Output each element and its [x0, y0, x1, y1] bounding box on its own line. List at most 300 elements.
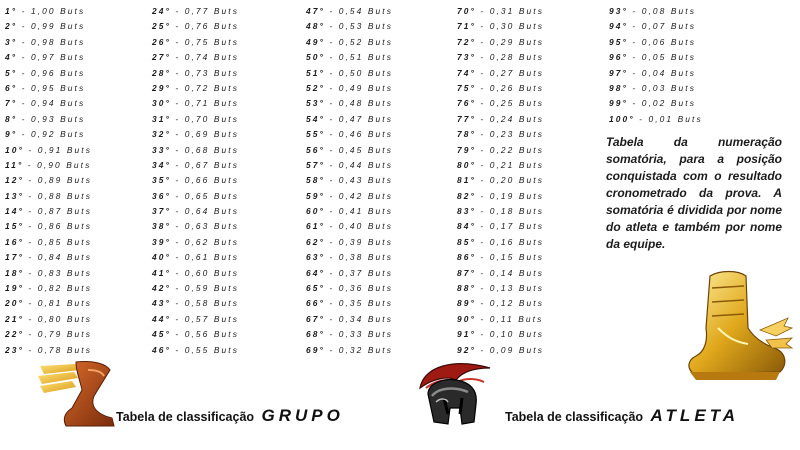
score-row	[457, 266, 544, 281]
score-position: 47°	[306, 6, 325, 16]
table-description: Tabela da numeração somatória, para a posição conquistada com o resultado cronometrado da prova. A somatória é dividida por nome do atleta e também por nome da equipe.	[606, 135, 782, 251]
score-position: 18°	[5, 267, 24, 278]
score-position: 57°	[306, 159, 325, 170]
score-column-3	[306, 4, 393, 358]
score-row	[152, 143, 239, 158]
score-value: - 0,10 Buts	[480, 329, 545, 340]
score-position: 69°	[306, 344, 325, 355]
score-value: - 0,55 Buts	[175, 344, 240, 355]
score-row	[306, 343, 393, 358]
score-row	[5, 327, 92, 342]
score-position: 2°	[5, 21, 18, 32]
score-row	[5, 204, 92, 219]
score-value: - 0,87 Buts	[28, 206, 93, 217]
score-value: - 0,65 Buts	[175, 190, 240, 201]
score-position: 35°	[152, 175, 171, 186]
score-position: 34°	[152, 159, 171, 170]
score-row	[457, 219, 544, 234]
score-row	[457, 127, 544, 142]
score-value: - 0,18 Buts	[480, 206, 545, 217]
score-position: 73°	[457, 52, 476, 63]
score-position: 58°	[306, 175, 325, 186]
score-row	[306, 143, 393, 158]
score-value: - 0,81 Buts	[28, 298, 93, 309]
score-row	[457, 50, 544, 65]
score-column-2	[152, 4, 239, 358]
score-value: - 0,66 Buts	[175, 175, 240, 186]
score-position: 24°	[152, 6, 171, 16]
score-value: - 0,88 Buts	[28, 190, 93, 201]
score-row	[457, 96, 544, 111]
score-position: 9°	[5, 129, 18, 140]
score-row	[306, 204, 393, 219]
score-position: 52°	[306, 82, 325, 93]
score-column-4	[457, 4, 544, 358]
score-column-1	[5, 4, 92, 358]
score-row	[306, 19, 393, 34]
score-value: - 0,31 Buts	[480, 6, 545, 16]
grupo-caption	[116, 406, 344, 426]
score-row	[609, 50, 703, 65]
score-column-5	[609, 4, 703, 127]
score-value: - 0,67 Buts	[175, 159, 240, 170]
score-value: - 0,71 Buts	[175, 98, 240, 109]
score-row	[5, 35, 92, 50]
score-value: - 0,20 Buts	[480, 175, 545, 186]
score-row	[152, 66, 239, 81]
score-position: 14°	[5, 206, 24, 217]
score-row	[457, 112, 544, 127]
score-row	[5, 4, 92, 19]
score-row	[5, 281, 92, 296]
score-value: - 0,97 Buts	[21, 52, 86, 63]
score-position: 76°	[457, 98, 476, 109]
score-value: - 0,28 Buts	[480, 52, 545, 63]
score-row	[5, 173, 92, 188]
score-row	[306, 312, 393, 327]
score-position: 63°	[306, 252, 325, 263]
score-position: 86°	[457, 252, 476, 263]
score-position: 70°	[457, 6, 476, 16]
score-row	[152, 250, 239, 265]
score-position: 60°	[306, 206, 325, 217]
score-row	[457, 296, 544, 311]
score-position: 78°	[457, 129, 476, 140]
score-value: - 0,09 Buts	[480, 344, 545, 355]
score-value: - 0,40 Buts	[329, 221, 394, 232]
score-value: - 0,11 Buts	[480, 313, 544, 324]
score-position: 25°	[152, 21, 171, 32]
score-row	[152, 219, 239, 234]
score-position: 15°	[5, 221, 24, 232]
score-position: 53°	[306, 98, 325, 109]
score-position: 39°	[152, 236, 171, 247]
score-position: 40°	[152, 252, 171, 263]
score-row	[152, 189, 239, 204]
score-row	[457, 4, 544, 19]
score-row	[457, 327, 544, 342]
score-position: 51°	[306, 67, 325, 78]
score-value: - 0,54 Buts	[329, 6, 394, 16]
score-position: 64°	[306, 267, 325, 278]
score-value: - 0,16 Buts	[480, 236, 545, 247]
score-value: - 0,75 Buts	[175, 36, 240, 47]
score-row	[457, 143, 544, 158]
score-position: 87°	[457, 267, 476, 278]
score-position: 13°	[5, 190, 24, 201]
score-value: - 0,72 Buts	[175, 82, 240, 93]
score-row	[457, 204, 544, 219]
score-value: - 0,32 Buts	[329, 344, 394, 355]
score-position: 1°	[5, 6, 18, 16]
score-position: 96°	[609, 52, 628, 63]
score-position: 54°	[306, 113, 325, 124]
winged-boot-icon	[36, 356, 116, 428]
score-value: - 0,96 Buts	[21, 67, 86, 78]
score-row	[306, 189, 393, 204]
score-row	[152, 312, 239, 327]
score-position: 16°	[5, 236, 24, 247]
score-value: - 0,56 Buts	[175, 329, 240, 340]
score-position: 31°	[152, 113, 171, 124]
score-position: 38°	[152, 221, 171, 232]
golden-boot-icon	[676, 268, 794, 392]
score-position: 68°	[306, 329, 325, 340]
score-row	[5, 96, 92, 111]
score-row	[5, 66, 92, 81]
score-position: 3°	[5, 36, 18, 47]
score-value: - 0,61 Buts	[175, 252, 240, 263]
score-position: 41°	[152, 267, 171, 278]
score-row	[306, 235, 393, 250]
score-value: - 0,83 Buts	[28, 267, 93, 278]
score-value: - 0,93 Buts	[21, 113, 86, 124]
score-row	[5, 250, 92, 265]
score-position: 85°	[457, 236, 476, 247]
score-value: - 0,44 Buts	[329, 159, 394, 170]
score-position: 33°	[152, 144, 171, 155]
score-row	[152, 327, 239, 342]
score-value: - 0,08 Buts	[632, 6, 697, 16]
score-value: - 0,48 Buts	[329, 98, 394, 109]
score-row	[306, 66, 393, 81]
score-value: - 0,91 Buts	[28, 144, 93, 155]
score-row	[152, 296, 239, 311]
score-row	[306, 127, 393, 142]
score-row	[152, 19, 239, 34]
score-value: - 0,74 Buts	[175, 52, 240, 63]
score-row	[457, 189, 544, 204]
score-value: - 0,05 Buts	[632, 52, 697, 63]
score-row	[306, 35, 393, 50]
score-row	[5, 50, 92, 65]
score-row	[306, 96, 393, 111]
score-position: 20°	[5, 298, 24, 309]
score-value: - 0,19 Buts	[480, 190, 545, 201]
score-position: 4°	[5, 52, 18, 63]
score-value: - 0,39 Buts	[329, 236, 394, 247]
score-row	[609, 4, 703, 19]
score-value: - 0,17 Buts	[480, 221, 545, 232]
score-position: 100°	[609, 113, 635, 124]
score-value: - 0,25 Buts	[480, 98, 545, 109]
score-row	[152, 127, 239, 142]
score-position: 71°	[457, 21, 476, 32]
score-row	[152, 235, 239, 250]
score-value: - 0,23 Buts	[480, 129, 545, 140]
score-position: 36°	[152, 190, 171, 201]
score-position: 26°	[152, 36, 171, 47]
score-position: 95°	[609, 36, 628, 47]
score-value: - 0,70 Buts	[175, 113, 240, 124]
score-row	[152, 173, 239, 188]
score-row	[152, 112, 239, 127]
score-value: - 0,35 Buts	[329, 298, 394, 309]
score-row	[457, 173, 544, 188]
score-value: - 0,73 Buts	[175, 67, 240, 78]
score-position: 72°	[457, 36, 476, 47]
score-position: 11°	[5, 159, 24, 170]
score-position: 99°	[609, 98, 628, 109]
score-position: 67°	[306, 313, 325, 324]
score-row	[306, 81, 393, 96]
score-position: 19°	[5, 283, 24, 294]
score-row	[609, 96, 703, 111]
score-row	[457, 312, 544, 327]
score-value: - 0,57 Buts	[175, 313, 240, 324]
score-position: 84°	[457, 221, 476, 232]
score-position: 6°	[5, 82, 18, 93]
score-value: - 0,04 Buts	[632, 67, 697, 78]
score-position: 48°	[306, 21, 325, 32]
score-position: 77°	[457, 113, 476, 124]
score-value: - 0,38 Buts	[329, 252, 394, 263]
score-value: - 0,41 Buts	[329, 206, 394, 217]
score-value: - 0,63 Buts	[175, 221, 240, 232]
score-row	[457, 250, 544, 265]
score-value: - 0,27 Buts	[480, 67, 545, 78]
score-value: - 0,33 Buts	[329, 329, 394, 340]
score-value: - 0,80 Buts	[28, 313, 93, 324]
score-position: 90°	[457, 313, 476, 324]
grupo-caption-prefix: Tabela de classificação	[116, 410, 255, 424]
score-position: 91°	[457, 329, 476, 340]
score-row	[152, 50, 239, 65]
score-value: - 0,42 Buts	[329, 190, 394, 201]
score-value: - 0,30 Buts	[480, 21, 545, 32]
score-value: - 0,03 Buts	[632, 82, 697, 93]
score-value: - 0,82 Buts	[28, 283, 93, 294]
score-position: 29°	[152, 82, 171, 93]
score-row	[152, 343, 239, 358]
score-row	[5, 143, 92, 158]
score-position: 28°	[152, 67, 171, 78]
score-row	[457, 66, 544, 81]
atleta-caption-prefix: Tabela de classificação	[505, 410, 644, 424]
score-position: 88°	[457, 283, 476, 294]
score-value: - 0,85 Buts	[28, 236, 93, 247]
score-value: - 0,59 Buts	[175, 283, 240, 294]
score-value: - 0,92 Buts	[21, 129, 86, 140]
score-row	[457, 19, 544, 34]
score-row	[5, 312, 92, 327]
score-position: 79°	[457, 144, 476, 155]
score-value: - 0,64 Buts	[175, 206, 240, 217]
score-row	[152, 81, 239, 96]
score-value: - 0,50 Buts	[329, 67, 394, 78]
score-value: - 0,86 Buts	[28, 221, 93, 232]
score-value: - 0,36 Buts	[329, 283, 394, 294]
score-position: 62°	[306, 236, 325, 247]
score-row	[609, 81, 703, 96]
score-value: - 0,58 Buts	[175, 298, 240, 309]
score-position: 55°	[306, 129, 325, 140]
score-row	[306, 281, 393, 296]
score-position: 75°	[457, 82, 476, 93]
score-row	[306, 173, 393, 188]
score-row	[152, 4, 239, 19]
score-value: - 0,22 Buts	[480, 144, 545, 155]
score-value: - 0,12 Buts	[480, 298, 545, 309]
score-position: 30°	[152, 98, 171, 109]
score-value: - 0,13 Buts	[480, 283, 545, 294]
score-row	[152, 35, 239, 50]
score-row	[5, 158, 92, 173]
score-value: - 0,51 Buts	[329, 52, 394, 63]
score-row	[306, 296, 393, 311]
score-value: - 0,26 Buts	[480, 82, 545, 93]
score-position: 32°	[152, 129, 171, 140]
score-value: - 0,78 Buts	[28, 344, 93, 355]
score-position: 45°	[152, 329, 171, 340]
score-position: 37°	[152, 206, 171, 217]
score-position: 94°	[609, 21, 628, 32]
spartan-helmet-icon	[410, 358, 498, 430]
score-row	[5, 112, 92, 127]
score-row	[306, 112, 393, 127]
score-row	[457, 235, 544, 250]
score-position: 83°	[457, 206, 476, 217]
score-row	[5, 296, 92, 311]
score-position: 89°	[457, 298, 476, 309]
score-value: - 0,62 Buts	[175, 236, 240, 247]
score-row	[609, 19, 703, 34]
score-value: - 0,06 Buts	[632, 36, 697, 47]
score-value: - 0,98 Buts	[21, 36, 86, 47]
score-value: - 0,02 Buts	[632, 98, 697, 109]
score-row	[5, 189, 92, 204]
score-row	[152, 266, 239, 281]
score-value: - 0,37 Buts	[329, 267, 394, 278]
score-position: 74°	[457, 67, 476, 78]
score-row	[457, 81, 544, 96]
score-row	[457, 343, 544, 358]
score-position: 44°	[152, 313, 171, 324]
score-position: 10°	[5, 144, 24, 155]
score-row	[5, 19, 92, 34]
grupo-caption-word: GRUPO	[261, 406, 344, 425]
score-position: 50°	[306, 52, 325, 63]
score-position: 5°	[5, 67, 18, 78]
score-position: 43°	[152, 298, 171, 309]
score-position: 49°	[306, 36, 325, 47]
score-position: 23°	[5, 344, 24, 355]
score-position: 27°	[152, 52, 171, 63]
score-position: 82°	[457, 190, 476, 201]
score-value: - 0,47 Buts	[329, 113, 394, 124]
score-value: - 1,00 Buts	[21, 6, 86, 16]
score-row	[306, 219, 393, 234]
score-position: 66°	[306, 298, 325, 309]
score-row	[5, 235, 92, 250]
score-position: 8°	[5, 113, 18, 124]
score-row	[609, 112, 703, 127]
score-value: - 0,34 Buts	[329, 313, 394, 324]
score-position: 80°	[457, 159, 476, 170]
atleta-caption-word: ATLETA	[650, 406, 740, 425]
score-position: 59°	[306, 190, 325, 201]
score-position: 81°	[457, 175, 476, 186]
score-value: - 0,89 Buts	[28, 175, 93, 186]
score-row	[306, 158, 393, 173]
score-position: 42°	[152, 283, 171, 294]
score-row	[5, 127, 92, 142]
score-value: - 0,43 Buts	[329, 175, 394, 186]
score-value: - 0,53 Buts	[329, 21, 394, 32]
score-position: 17°	[5, 252, 24, 263]
score-value: - 0,77 Buts	[175, 6, 240, 16]
score-row	[457, 281, 544, 296]
score-value: - 0,69 Buts	[175, 129, 240, 140]
score-value: - 0,94 Buts	[21, 98, 86, 109]
score-row	[306, 4, 393, 19]
score-row	[306, 266, 393, 281]
score-row	[152, 281, 239, 296]
score-value: - 0,46 Buts	[329, 129, 394, 140]
score-value: - 0,49 Buts	[329, 82, 394, 93]
score-value: - 0,68 Buts	[175, 144, 240, 155]
score-value: - 0,14 Buts	[480, 267, 545, 278]
score-position: 56°	[306, 144, 325, 155]
score-row	[457, 35, 544, 50]
score-value: - 0,07 Buts	[632, 21, 697, 32]
score-value: - 0,60 Buts	[175, 267, 240, 278]
score-value: - 0,01 Buts	[639, 113, 703, 124]
score-row	[152, 96, 239, 111]
score-value: - 0,84 Buts	[28, 252, 93, 263]
score-position: 22°	[5, 329, 24, 340]
score-row	[5, 219, 92, 234]
score-value: - 0,21 Buts	[480, 159, 545, 170]
score-value: - 0,99 Buts	[21, 21, 86, 32]
score-value: - 0,29 Buts	[480, 36, 545, 47]
score-value: - 0,76 Buts	[175, 21, 240, 32]
score-row	[152, 204, 239, 219]
score-row	[306, 50, 393, 65]
score-row	[306, 250, 393, 265]
score-position: 7°	[5, 98, 18, 109]
score-value: - 0,90 Buts	[27, 159, 92, 170]
score-position: 46°	[152, 344, 171, 355]
atleta-caption	[505, 406, 739, 426]
score-row	[457, 158, 544, 173]
score-position: 98°	[609, 82, 628, 93]
score-row	[5, 81, 92, 96]
score-value: - 0,24 Buts	[480, 113, 545, 124]
score-position: 97°	[609, 67, 628, 78]
score-row	[5, 266, 92, 281]
score-position: 92°	[457, 344, 476, 355]
